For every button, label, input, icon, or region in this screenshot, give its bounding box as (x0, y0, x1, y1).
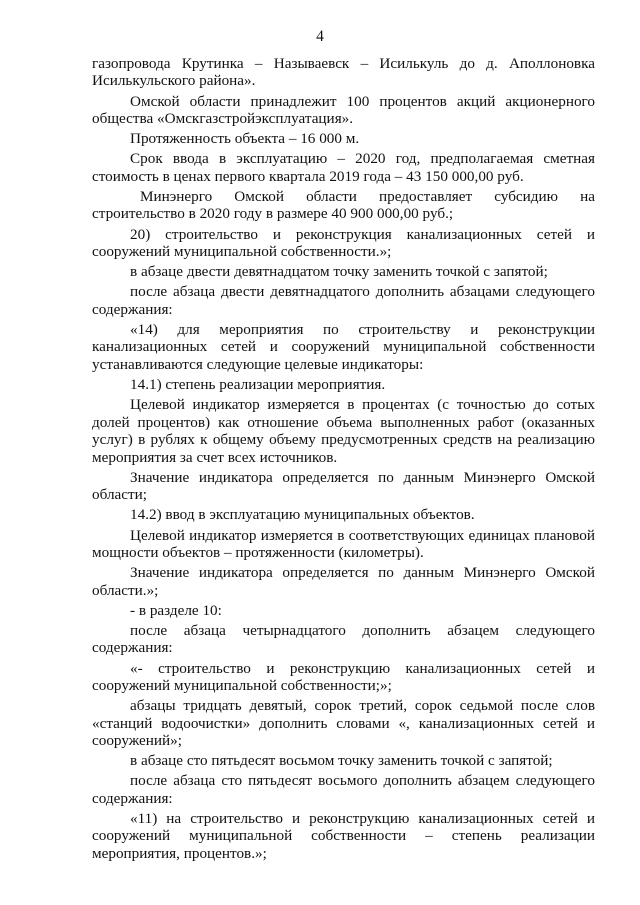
paragraph: Омской области принадлежит 100 процентов акций акционерного общества «Омскгазстройэксплуатация». (92, 92, 595, 128)
paragraph: в абзаце сто пятьдесят восьмом точку заменить точкой с запятой; (130, 752, 553, 770)
paragraph: абзацы тридцать девятый, сорок третий, сорок седьмой после слов «станций водоочистки» дополнить словами «, канализационных сетей и сооружений»; (92, 697, 595, 749)
paragraph: «11) на строительство и реконструкцию канализационных сетей и сооружений муниципальной собственности – степень реализации мероприятия, процентов.»; (92, 809, 595, 862)
paragraph: 14.1) степень реализации мероприятия. (130, 376, 386, 394)
paragraph: после абзаца двести девятнадцатого дополнить абзацами следующего содержания: (92, 283, 595, 318)
paragraph: Минэнерго Омской области предоставляет субсидию на строительство в 2020 году в размере 40 900 000,00 руб.; (92, 188, 595, 223)
paragraph: Целевой индикатор измеряется в соответствующих единицах плановой мощности объектов – протяженности (километры). (92, 526, 595, 561)
paragraph: после абзаца сто пятьдесят восьмого дополнить абзацем следующего содержания: (92, 772, 595, 807)
paragraph: 20) строительство и реконструкция канализационных сетей и сооружений муниципальной собственности.»; (92, 225, 595, 261)
page-number: 4 (316, 28, 324, 45)
document-body (92, 55, 595, 862)
paragraph: 14.2) ввод в эксплуатацию муниципальных объектов. (130, 506, 475, 524)
paragraph: «- строительство и реконструкцию канализационных сетей и сооружений муниципальной собственности;»; (92, 659, 595, 694)
paragraph: Протяженность объекта – 16 000 м. (130, 130, 360, 148)
paragraph: - в разделе 10: (130, 601, 222, 619)
paragraph: Целевой индикатор измеряется в процентах (с точностью до сотых долей процентов) как отношение объема выполненных работ (оказанных услуг) в рублях к общему объему предусмотренных средств на реализацию мероприятия за счет всех источников. (92, 396, 595, 466)
paragraph: в абзаце двести девятнадцатом точку заменить точкой с запятой; (130, 263, 548, 281)
paragraph: Значение индикатора определяется по данным Минэнерго Омской области; (92, 468, 595, 504)
paragraph: «14) для мероприятия по строительству и реконструкции канализационных сетей и сооружений муниципальной собственности устанавливаются следующие целевые индикаторы: (92, 321, 595, 373)
paragraph: Значение индикатора определяется по данным Минэнерго Омской области.»; (92, 564, 595, 599)
paragraph: газопровода Крутинка – Называевск – Исилькуль до д. Аполлоновка Исилькульского района». (92, 55, 595, 90)
paragraph: Срок ввода в эксплуатацию – 2020 год, предполагаемая сметная стоимость в ценах первого квартала 2019 года – 43 150 000,00 руб. (92, 150, 595, 185)
paragraph: после абзаца четырнадцатого дополнить абзацем следующего содержания: (92, 621, 595, 657)
